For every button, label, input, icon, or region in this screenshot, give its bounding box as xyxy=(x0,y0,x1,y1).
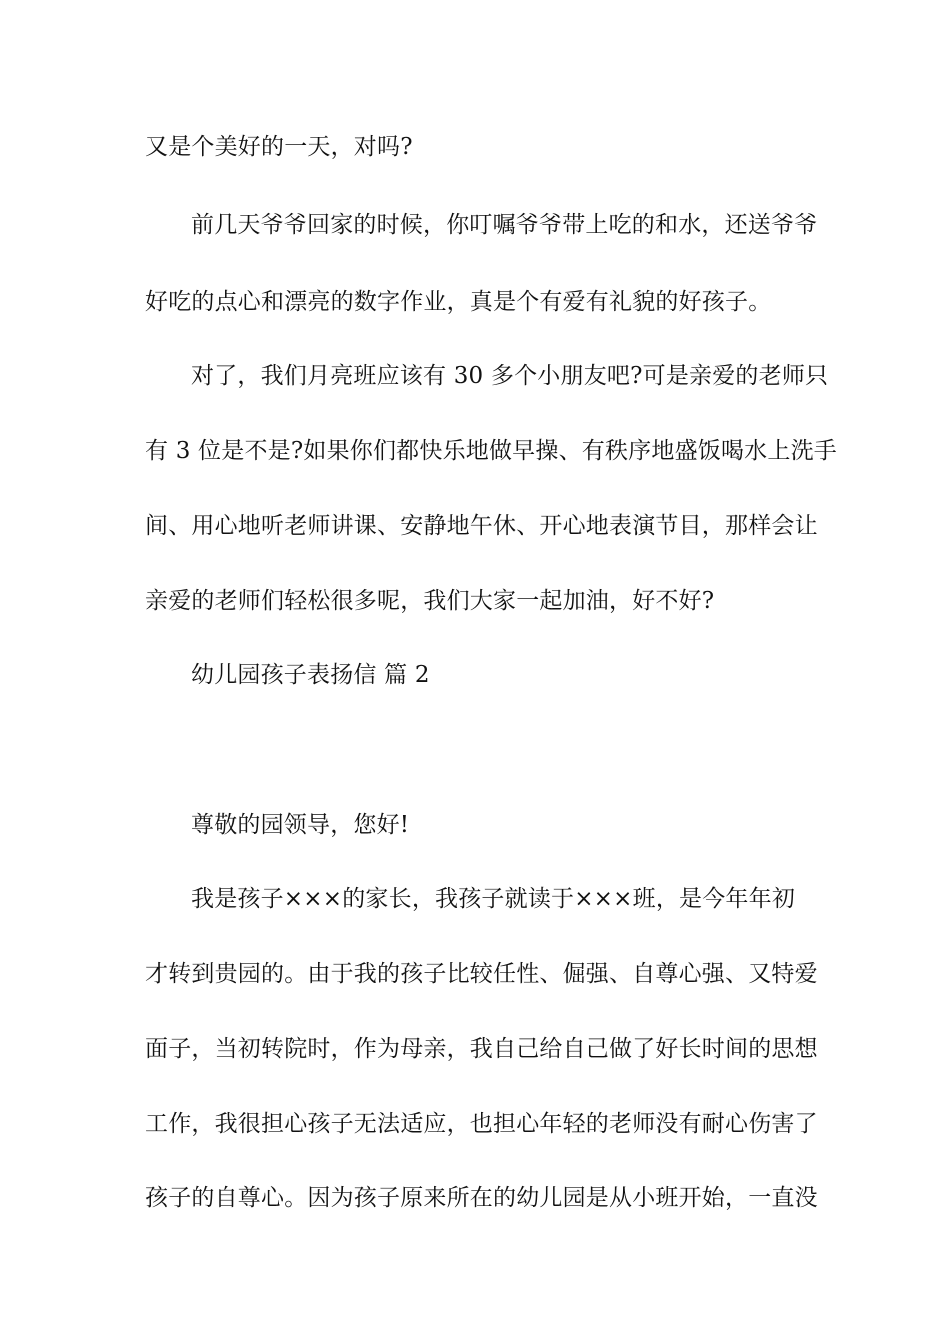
letter-salutation: 尊敬的园领导，您好! xyxy=(191,812,410,838)
paragraph-line: 又是个美好的一天，对吗? xyxy=(145,134,413,160)
paragraph-line: 前几天爷爷回家的时候，你叮嘱爷爷带上吃的和水，还送爷爷 xyxy=(191,212,818,238)
paragraph-line: 孩子的自尊心。因为孩子原来所在的幼儿园是从小班开始，一直没 xyxy=(145,1185,818,1211)
section-heading: 幼儿园孩子表扬信 篇 2 xyxy=(191,662,430,688)
paragraph-line: 有 3 位是不是?如果你们都快乐地做早操、有秩序地盛饭喝水上洗手 xyxy=(145,438,837,464)
paragraph-line: 我是孩子×××的家长，我孩子就读于×××班，是今年年初 xyxy=(191,886,796,912)
paragraph-line: 面子，当初转院时，作为母亲，我自己给自己做了好长时间的思想 xyxy=(145,1036,818,1062)
paragraph-line: 亲爱的老师们轻松很多呢，我们大家一起加油，好不好? xyxy=(145,588,715,614)
paragraph-line: 才转到贵园的。由于我的孩子比较任性、倔强、自尊心强、又特爱 xyxy=(145,961,818,987)
paragraph-line: 对了，我们月亮班应该有 30 多个小朋友吧?可是亲爱的老师只 xyxy=(191,363,829,389)
paragraph-line: 间、用心地听老师讲课、安静地午休、开心地表演节目，那样会让 xyxy=(145,513,818,539)
paragraph-line: 工作，我很担心孩子无法适应，也担心年轻的老师没有耐心伤害了 xyxy=(145,1111,818,1137)
paragraph-line: 好吃的点心和漂亮的数字作业，真是个有爱有礼貌的好孩子。 xyxy=(145,289,772,315)
